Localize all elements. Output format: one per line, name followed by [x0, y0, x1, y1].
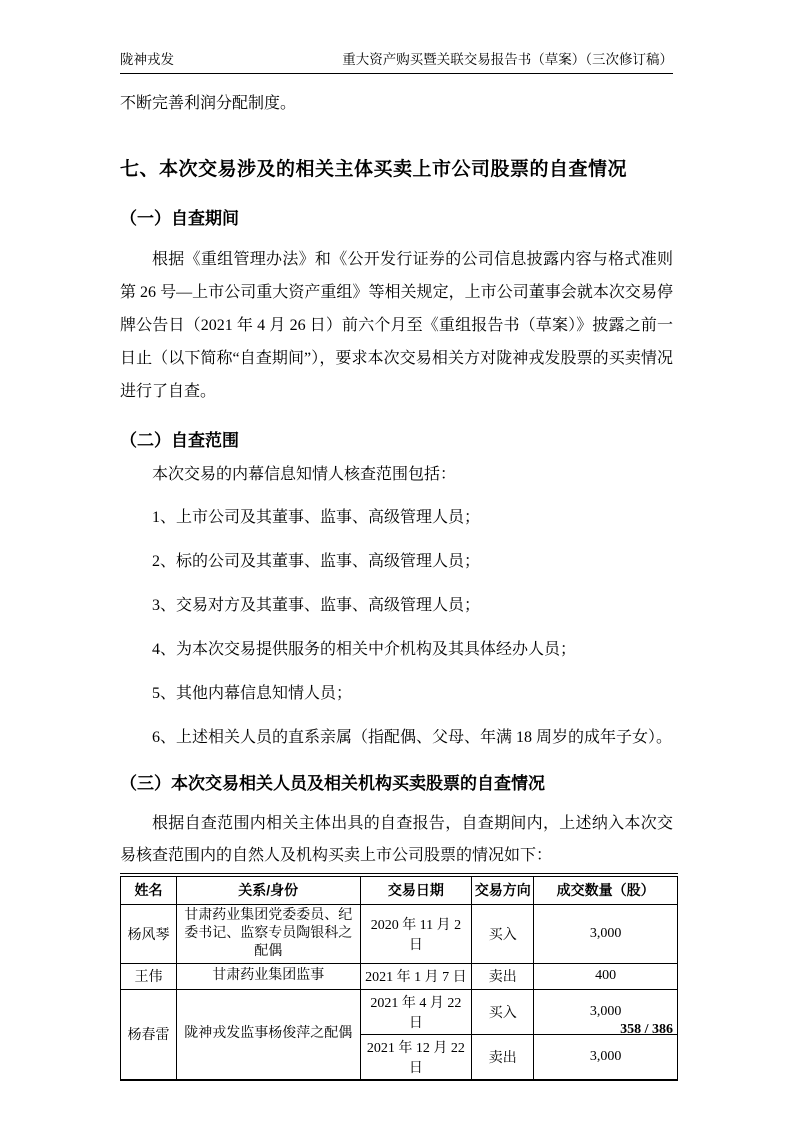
table-header-direction: 交易方向 [472, 875, 534, 904]
subsection-3-paragraph: 根据自查范围内相关主体出具的自查报告，自查期间内，上述纳入本次交易核查范围内的自然人及机构买卖上市公司股票的情况如下： [120, 815, 673, 864]
page-header [120, 48, 673, 74]
list-item-6: 6、上述相关人员的直系亲属（指配偶、父母、年满 18 周岁的成年子女）。 [152, 729, 673, 746]
cell-relation: 甘肃药业集团党委委员、纪委书记、监察专员陶银科之配偶 [176, 904, 360, 963]
subsection-2-lead: 本次交易的内幕信息知情人核查范围包括： [152, 466, 457, 483]
cell-volume: 3,000 [534, 1034, 678, 1080]
cell-date: 2020 年 11 月 2 日 [360, 904, 472, 963]
cell-date: 2021 年 12 月 22 日 [360, 1034, 472, 1080]
section-title: 七、本次交易涉及的相关主体买卖上市公司股票的自查情况 [120, 159, 628, 180]
subsection-1-title: （一）自查期间 [120, 209, 239, 228]
header-company-name: 陇神戎发 [120, 52, 174, 67]
table-header-row [121, 875, 678, 904]
share-trading-table [120, 873, 678, 1081]
cell-direction: 卖出 [472, 963, 534, 989]
cell-name: 王伟 [121, 963, 177, 989]
list-item-1: 1、上市公司及其董事、监事、高级管理人员； [152, 509, 481, 526]
table-header-date: 交易日期 [360, 875, 472, 904]
cell-name: 杨春雷 [121, 989, 177, 1080]
list-item-2: 2、标的公司及其董事、监事、高级管理人员； [152, 553, 481, 570]
cell-relation: 陇神戎发监事杨俊萍之配偶 [176, 989, 360, 1080]
cell-volume: 400 [534, 963, 678, 989]
cell-direction: 买入 [472, 989, 534, 1034]
table-row [121, 963, 678, 989]
list-item-3: 3、交易对方及其董事、监事、高级管理人员； [152, 597, 481, 614]
cell-name: 杨风琴 [121, 904, 177, 963]
leftover-paragraph: 不断完善利润分配制度。 [120, 95, 297, 112]
table-row [121, 904, 678, 963]
cell-volume: 3,000 [534, 989, 678, 1034]
cell-direction: 买入 [472, 904, 534, 963]
table-header-name: 姓名 [121, 875, 177, 904]
list-item-5: 5、其他内幕信息知情人员； [152, 685, 353, 702]
cell-direction: 卖出 [472, 1034, 534, 1080]
table-row [121, 989, 678, 1034]
subsection-3-title: （三）本次交易相关人员及相关机构买卖股票的自查情况 [120, 774, 545, 793]
list-item-4: 4、为本次交易提供服务的相关中介机构及其具体经办人员； [152, 641, 577, 658]
subsection-1-paragraph: 根据《重组管理办法》和《公开发行证券的公司信息披露内容与格式准则第 26 号—上市公司重大资产重组》等相关规定，上市公司董事会就本次交易停牌公告日（2021 年 4 月 26 日）前六个月至《重组报告书（草案）》披露之前一日止（以下简称“自查期间”），要求本次交易相关方对陇神戎发股票的买卖情况进行了自查。 [120, 251, 673, 400]
subsection-2-title: （二）自查范围 [120, 431, 239, 450]
table-header-volume: 成交数量（股） [534, 875, 678, 904]
page-number: 358 / 386 [620, 1022, 673, 1037]
cell-date: 2021 年 4 月 22 日 [360, 989, 472, 1034]
cell-volume: 3,000 [534, 904, 678, 963]
cell-relation: 甘肃药业集团监事 [176, 963, 360, 989]
table-header-relation: 关系/身份 [176, 875, 360, 904]
header-report-title: 重大资产购买暨关联交易报告书（草案）（三次修订稿） [342, 52, 673, 67]
cell-date: 2021 年 1 月 7 日 [360, 963, 472, 989]
